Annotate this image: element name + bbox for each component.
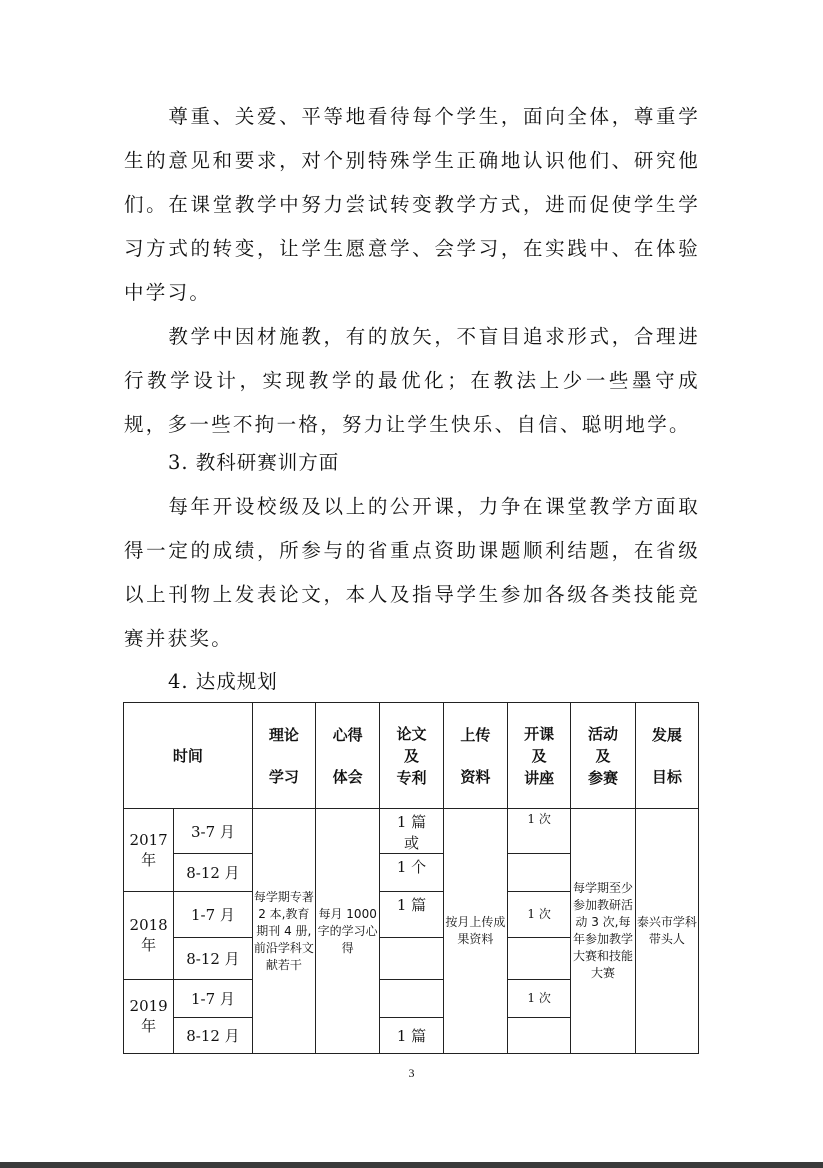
year-2019: 2019 年 (124, 980, 174, 1054)
header-lecture: 开课 及 讲座 (507, 703, 570, 809)
paper-cell: 1 篇 或 (380, 809, 443, 854)
lecture-cell (507, 938, 570, 980)
lecture-cell: 1 次 (507, 980, 570, 1018)
goal-cell: 泰兴市学科带头人 (635, 809, 698, 1054)
heading-research: 3. 教科研赛训方面 (168, 451, 340, 474)
lecture-cell (507, 1018, 570, 1054)
paragraph-teaching-method: 教学中因材施教，有的放矢，不盲目追求形式，合理进行教学设计，实现教学的最优化；在教法上少一些墨守成规，多一些不拘一格，努力让学生快乐、自信、聪明地学。 (124, 325, 700, 436)
period-cell: 8-12 月 (174, 1018, 252, 1054)
paper-cell: 1 篇 (380, 1018, 443, 1054)
year-2018: 2018 年 (124, 892, 174, 980)
upload-cell: 按月上传成果资料 (443, 809, 507, 1054)
header-paper: 论文 及 专利 (380, 703, 443, 809)
year-2017: 2017 年 (124, 809, 174, 892)
paper-cell (380, 938, 443, 980)
paper-cell: 1 个 (380, 854, 443, 892)
table-row (124, 809, 699, 854)
plan-table (123, 702, 699, 1054)
header-activity: 活动 及 参赛 (571, 703, 635, 809)
paragraph-research: 每年开设校级及以上的公开课，力争在课堂教学方面取得一定的成绩，所参与的省重点资助课题顺利结题，在省级以上刊物上发表论文，本人及指导学生参加各级各类技能竞赛并获奖。 (124, 495, 700, 650)
activity-cell: 每学期至少参加教研活动 3 次,每年参加教学大赛和技能大赛 (571, 809, 635, 1054)
lecture-cell: 1 次 (507, 809, 570, 854)
insight-cell: 每月 1000 字的学习心得 (316, 809, 380, 1054)
header-goal: 发展 目标 (635, 703, 698, 809)
bottom-border (0, 1162, 823, 1168)
period-cell: 3-7 月 (174, 809, 252, 854)
header-time: 时间 (124, 703, 253, 809)
header-theory: 理论 学习 (252, 703, 315, 809)
paragraph-respect: 尊重、关爱、平等地看待每个学生，面向全体，尊重学生的意见和要求，对个别特殊学生正确地认识他们、研究他们。在课堂教学中努力尝试转变教学方式，进而促使学生学习方式的转变，让学生愿意学、会学习，在实践中、在体验中学习。 (124, 105, 700, 304)
lecture-cell (507, 854, 570, 892)
header-upload: 上传 资料 (443, 703, 507, 809)
header-insight: 心得 体会 (316, 703, 380, 809)
period-cell: 8-12 月 (174, 938, 252, 980)
table-header-row (124, 703, 699, 809)
paper-cell (380, 980, 443, 1018)
paper-cell: 1 篇 (380, 892, 443, 938)
period-cell: 8-12 月 (174, 854, 252, 892)
page-number: 3 (408, 1066, 415, 1080)
heading-plan: 4. 达成规划 (168, 670, 278, 693)
theory-cell: 每学期专著 2 本,教育期刊 4 册,前沿学科文献若干 (252, 809, 315, 1054)
period-cell: 1-7 月 (174, 980, 252, 1018)
period-cell: 1-7 月 (174, 892, 252, 938)
lecture-cell: 1 次 (507, 892, 570, 938)
